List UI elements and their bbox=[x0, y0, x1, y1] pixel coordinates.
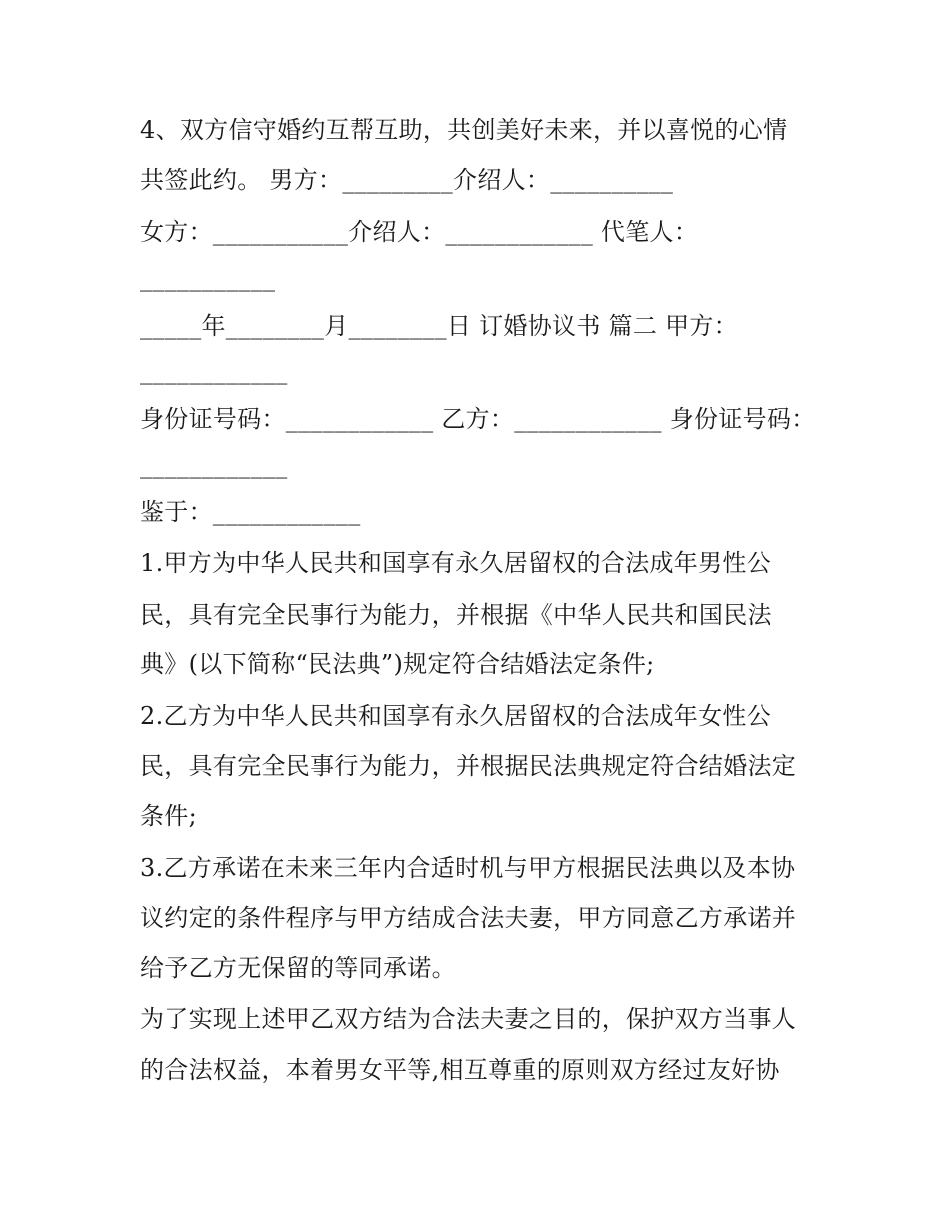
text-line: 典》(以下简称“民法典”)规定符合结婚法定条件; bbox=[140, 650, 655, 678]
text-line: ____________ bbox=[140, 451, 288, 479]
text-line: 鉴于：____________ bbox=[140, 498, 361, 526]
text-line: ____________ bbox=[140, 357, 288, 385]
text-line: 给予乙方无保留的等同承诺。 bbox=[140, 954, 456, 982]
text-line: 身份证号码：____________ 乙方：____________ 身份证号码： bbox=[140, 405, 816, 433]
text-line: 议约定的条件程序与甲方结成合法夫妻，甲方同意乙方承诺并 bbox=[140, 904, 797, 932]
text-line: 女方：___________介绍人：____________ 代笔人： bbox=[140, 218, 699, 246]
text-line: ___________ bbox=[140, 264, 276, 292]
text-line: 民，具有完全民事行为能力，并根据民法典规定符合结婚法定 bbox=[140, 752, 797, 780]
text-line: 2.乙方为中华人民共和国享有永久居留权的合法成年女性公 bbox=[140, 702, 771, 730]
text-line: 4、双方信守婚约互帮互助，共创美好未来，并以喜悦的心情 bbox=[140, 116, 788, 144]
text-line: 1.甲方为中华人民共和国享有永久居留权的合法成年男性公 bbox=[140, 549, 771, 577]
text-line: 民，具有完全民事行为能力，并根据《中华人民共和国民法 bbox=[140, 601, 772, 629]
text-line: 为了实现上述甲乙双方结为合法夫妻之目的，保护双方当事人 bbox=[140, 1005, 797, 1033]
text-line: 共签此约。 男方：_________介绍人：__________ bbox=[140, 166, 674, 194]
text-line: 的合法权益，本着男女平等,相互尊重的原则双方经过友好协 bbox=[140, 1056, 780, 1084]
text-line: 条件; bbox=[140, 802, 197, 830]
text-line: _____年________月________日 订婚协议书 篇二 甲方： bbox=[140, 312, 738, 340]
text-line: 3.乙方承诺在未来三年内合适时机与甲方根据民法典以及本协 bbox=[140, 854, 796, 882]
